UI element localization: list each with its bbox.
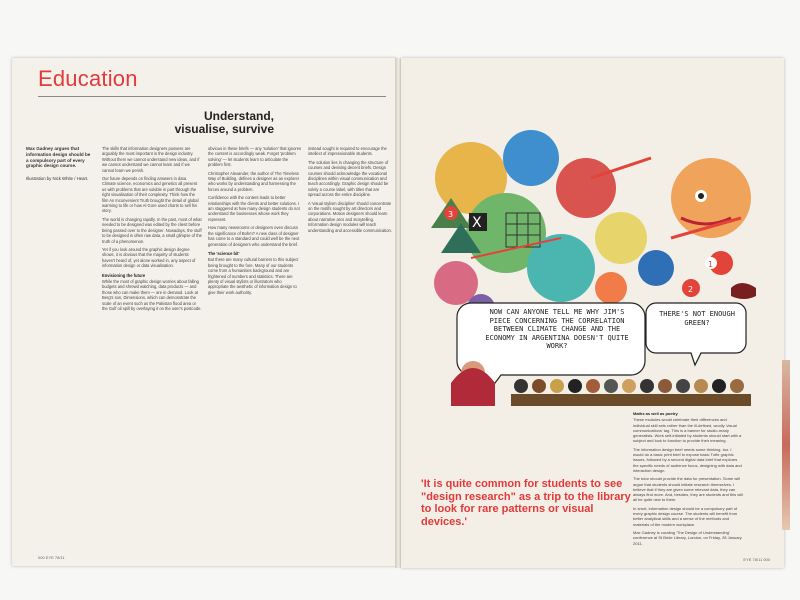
- subhead: Envisioning the future: [102, 272, 146, 278]
- column-1: [102, 146, 202, 314]
- article-headline: Understand, visualise, survive: [174, 109, 274, 136]
- subhead: The 'science bit': [208, 250, 240, 256]
- article-intro: Max Gadney argues that information design should be a compulsory part of every graphic design course.: [26, 146, 91, 169]
- paragraph: Confidence with the content leads to better relationships with the clients and better solutions. I am staggered at how many design students do not understand the businesses whose work they represent.: [208, 195, 300, 222]
- label-1: 1: [708, 260, 714, 269]
- paragraph: While the most of graphic design worries about falling budgets and shrewd watching, data products — and those who can make them — are in demand. Look at Berg's son, Dimensions, which can demonstrate the scale of an event such as the Pakistan flood area or the Gulf oil spill by overlaying it on the user's postcode.: [102, 278, 202, 311]
- paragraph: Our future depends on finding answers in data. Climate science, economics and genetics all present us with problems that are soluble in part through the right visualisation of their complexity. Think how the film An Inconvenient Truth brought the detail of global warming to life or how Al Gore used charts to sell his story.: [102, 176, 199, 214]
- paragraph: The world is changing rapidly. In the past, most of what needed to be designed was edited by the client before being passed over to the designer. Nowadays, the stuff to be designed is often raw data, a small glimpse of the truth of a phenomenon.: [102, 216, 202, 244]
- label-2: 2: [688, 285, 694, 294]
- column-3: [308, 146, 392, 236]
- yellow-circle-2: [595, 212, 647, 264]
- red-circle: [556, 158, 616, 218]
- column-2: [208, 146, 302, 298]
- paragraph: But there are many cultural barriers to this subject being brought to the fore. Many of our students come from a humanities background and are frightened of numbers and statistics. There are plenty of visual stylists or illustrators who appropriate the aesthetic of information design to give their work authority.: [208, 257, 299, 295]
- paragraph: In short, information design should be a compulsory part of every graphic design course. The students will benefit from better analytical skills and a sense of the methods and materials of the modern workplace.: [633, 505, 738, 527]
- collage-illustration: [411, 118, 773, 406]
- folio-left: 000 EYE 78/11: [38, 555, 65, 560]
- blue-circle: [503, 130, 559, 186]
- pull-quote: 'It is quite common for students to see "design research" as a trip to the library to look for rare patterns or visual devices.': [421, 478, 631, 528]
- folio-right: EYE 78/11 000: [743, 557, 770, 562]
- subhead: Maths as well as poetry: [633, 411, 678, 416]
- title-rule: [38, 96, 386, 97]
- illustration-credit: Illustration by Nick White / Heart.: [26, 176, 89, 181]
- paragraph: Christopher Alexander, the author of The Timeless Way of Building, defines a designer as an explorer who works by understanding and harnessing the forces around a problem.: [208, 170, 300, 192]
- paragraph: The skills that information designers possess are arguably the most important in the design industry. Without them we cannot understand new ideas, and if we cannot understand we cannot learn and if we cannot learn we perish.: [102, 146, 200, 173]
- paragraph: How many newsrooms or designers even discuss the significance of Bohm? A new class of designer has come to a standard and could well be the next generation of designers who understand the brief.: [208, 225, 300, 247]
- paragraph: obvious in these briefs — any 'solution' that ignores the content is accordingly weak. Forget 'problem solving' — let students learn to articulate the problem first.: [208, 146, 302, 168]
- paragraph: Yet if you look around the graphic design degree shows, it is obvious that the majority of students haven't heard of, yet alone worked in, any aspect of information design or data visualisation.: [102, 246, 196, 269]
- paragraph: The solution lies in changing the structure of courses and devising decent briefs. Design courses should acknowledge the vocational disciplines within visual communication and teach accordingly. Graphic design should be solely a course label, with titles that are spread across the entire discipline.: [308, 159, 389, 198]
- label-x: X: [472, 215, 482, 231]
- paragraph: Max Gadney is curating 'The Design of Understanding' conference at St Bride Library, London, on Friday, 28 January 2011.: [633, 529, 742, 546]
- paragraph: The information design brief needs some thinking, too. I would do a basic print brief to expose basic Tufte graphic issues, followed by a second digital data brief that explores the specific needs of audience focus, designing with data and interaction design.: [633, 446, 742, 473]
- speech-left-text: NOW CAN ANYONE TELL ME WHY JIM'S PIECE CONCERNING THE CORRELATION BETWEEN CLIMATE CHANGE AND THE ECONOMY IN ARGENTINA DOESN'T QUITE WORK?: [485, 308, 629, 350]
- page-edge: [782, 360, 790, 530]
- paragraph: A 'visual stylism discipline' should concentrate on the motifs sought by art directors and corporations. Motion designers should learn about narrative arcs and storytelling. Information design modules will teach understanding and accessible communication.: [308, 200, 392, 233]
- right-page: [401, 58, 784, 568]
- paragraph: The tutor should provide the data for presentation. Some will argue that students should initiate research themselves. I believe that if they are given some relevant data, they can always find more. And, besides, they are students and this will all be quite new to them.: [633, 476, 743, 503]
- paragraph: These modules would celebrate their differences and individual skill sets rather than the ill-defined, woolly 'visual communications' tag. This is a banner for studio-ready generalists. Work self-initiated by students should start with a subject and look to function to provide their meaning.: [633, 417, 742, 444]
- speech-right-text: THERE'S NOT ENOUGH GREEN?: [659, 310, 735, 327]
- left-page: [12, 58, 397, 566]
- section-title: Education: [38, 66, 138, 91]
- right-column: [633, 408, 743, 549]
- label-3: 3: [448, 210, 454, 219]
- paragraph: instead sought is required to encourage the intellect of impressionable students.: [308, 146, 387, 157]
